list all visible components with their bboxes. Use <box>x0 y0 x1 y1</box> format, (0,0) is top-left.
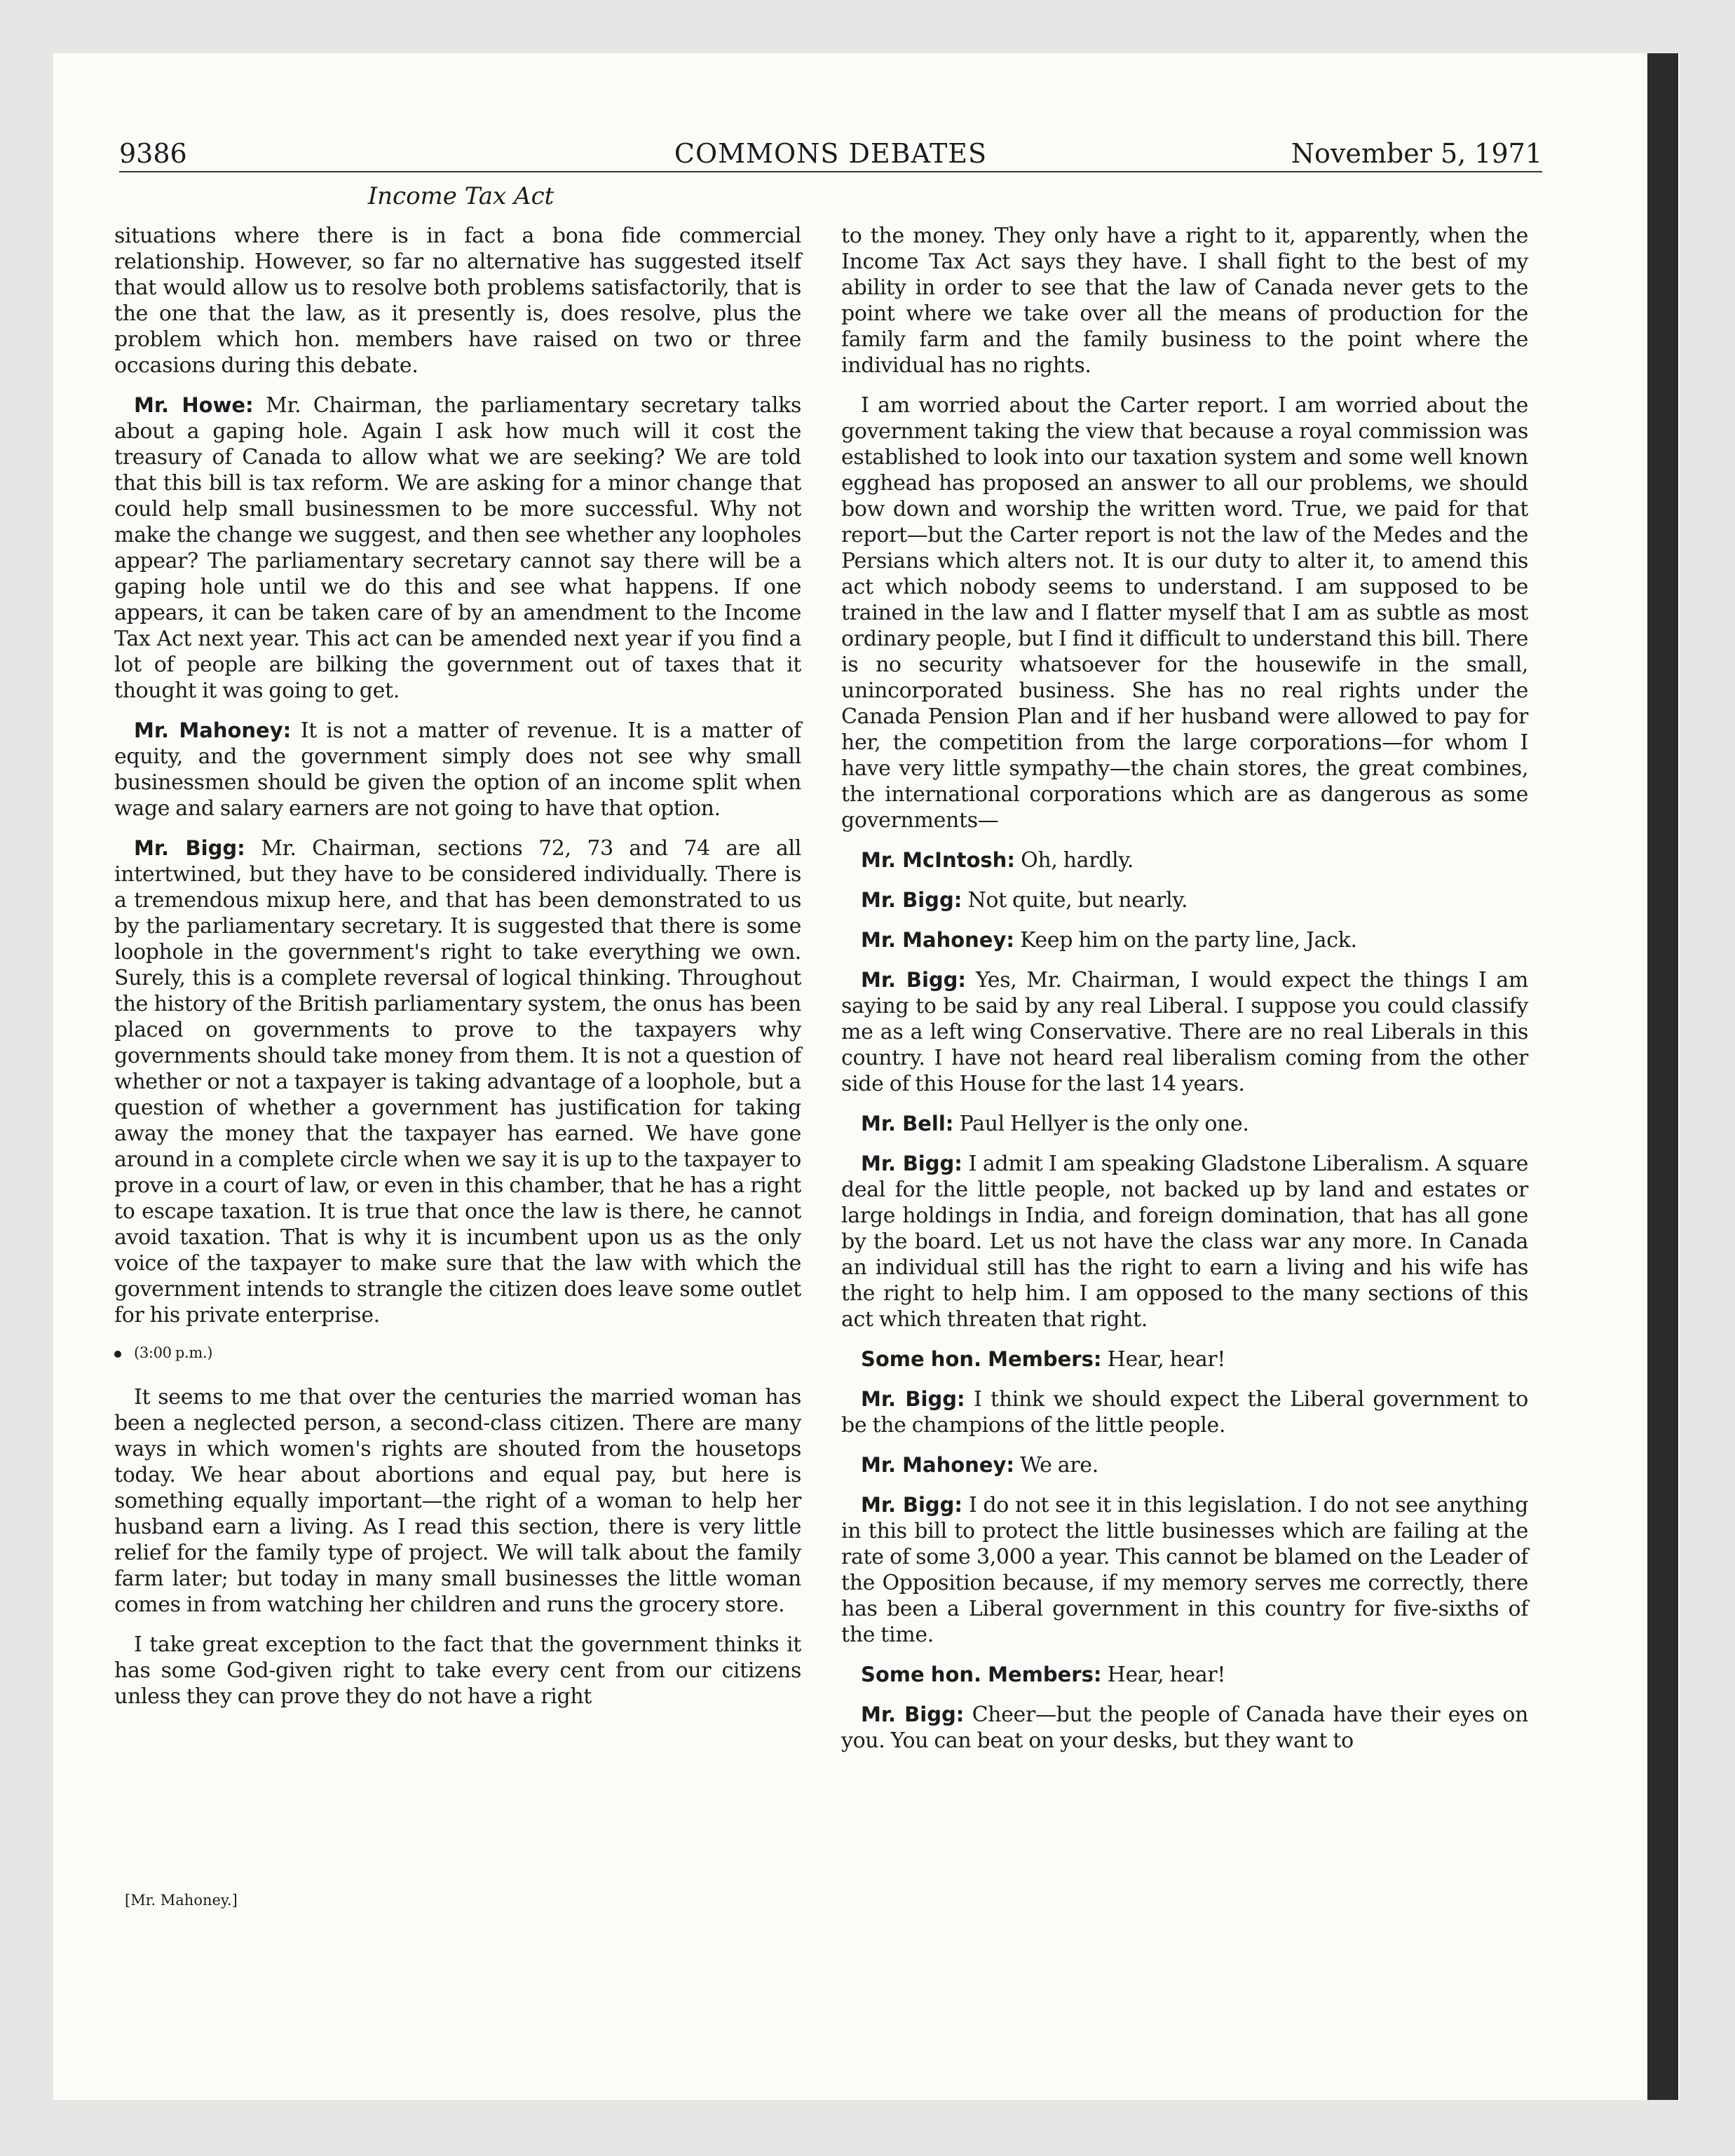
paragraph <box>841 1386 1528 1438</box>
time-marker <box>114 1342 801 1363</box>
footnote: [Mr. Mahoney.] <box>125 1892 238 1909</box>
speaker-name: Mr. Mahoney: <box>861 928 1014 952</box>
paragraph <box>114 393 801 704</box>
time-marker-text: (3:00 p.m.) <box>134 1344 213 1361</box>
speech-text: I admit I am speaking Gladstone Liberalism. A square deal for the little people, not backed up by land and estates or large holdings in India, and foreign domination, that has all gone by the board. Let us not have the class war any more. In Canada an individual still has the right to earn a living and his wife has the right to help him. I am opposed to the many sections of this act which threaten that right. <box>841 1152 1528 1332</box>
speaker-name: Mr. Bigg: <box>861 1387 965 1411</box>
speech-text: Hear, hear! <box>1101 1663 1226 1687</box>
paragraph <box>841 1662 1528 1688</box>
speech-text: It is not a matter of revenue. It is a matter of equity, and the government simply does not see why small businessmen should be given the option of an income split when wage and salary earners are not going to have that option. <box>114 718 801 821</box>
paragraph: situations where there is in fact a bona fide commercial relationship. However, so far no alternative has suggested itself that would allow us to resolve both problems satisfactorily, that is the one that the law, as it presently is, does resolve, plus the problem which hon. members have raised on two or three occasions during this debate. <box>114 224 801 378</box>
paragraph: I am worried about the Carter report. I am worried about the government taking the view that because a royal commission was established to look into our taxation system and some well known egghead has proposed an answer to all our problems, we should bow down and worship the written word. True, we paid for that report—but the Carter report is not the law of the Medes and the Persians which alters not. It is our duty to alter it, to amend this act which nobody seems to understand. I am supposed to be trained in the law and I flatter myself that I am as subtle as most ordinary people, but I find it difficult to understand this bill. There is no security whatsoever for the housewife in the small, unincorporated business. She has no real rights under the Canada Pension Plan and if her husband were allowed to pay for her, the competition from the large corporations—for whom I have very little sympathy—the chain stores, the great combines, the international corporations which are as dangerous as some governments— <box>841 393 1528 833</box>
speaker-name: Mr. Bigg: <box>134 836 245 860</box>
page-header <box>119 137 1542 172</box>
speaker-name: Mr. Bigg: <box>861 968 967 992</box>
speech-text: I think we should expect the Liberal government to be the champions of the little people. <box>841 1387 1528 1438</box>
speech-text: Yes, Mr. Chairman, I would expect the things I am saying to be said by any real Liberal. I suppose you could classify me as a left wing Conservative. There are no real Liberals in this country. I have not heard real liberalism coming from the other side of this House for the last 14 years. <box>841 968 1528 1096</box>
scan-edge-bar <box>1647 53 1678 2100</box>
paragraph: to the money. They only have a right to it, apparently, when the Income Tax Act says they have. I shall fight to the best of my ability in order to see that the law of Canada never gets to the point where we take over all the means of production for the family farm and the family business to the point where the individual has no rights. <box>841 224 1528 378</box>
publication-date: November 5, 1971 <box>1291 138 1542 169</box>
speaker-name: Mr. Howe: <box>134 393 254 417</box>
speech-text: Cheer—but the people of Canada have their eyes on you. You can beat on your desks, but they want to <box>841 1703 1528 1753</box>
speaker-name: Mr. Bigg: <box>861 1152 962 1175</box>
paragraph <box>841 847 1528 873</box>
paragraph <box>841 1452 1528 1478</box>
paragraph <box>841 967 1528 1097</box>
paragraph: I take great exception to the fact that the government thinks it has some God-given right to take every cent from our citizens unless they can prove they do not have a right <box>114 1632 801 1709</box>
paragraph <box>114 718 801 821</box>
speaker-name: Some hon. Members: <box>861 1663 1102 1686</box>
speech-text: Mr. Chairman, sections 72, 73 and 74 are all intertwined, but they have to be considered individually. There is a tremendous mixup here, and that has been demonstrated to us by the parliamentary secretary. It is suggested that there is some loophole in the government's right to take everything we own. Surely, this is a complete reversal of logical thinking. Throughout the history of the British parliamentary system, the onus has been placed on governments to prove to the taxpayers why governments should take money from them. It is not a question of whether or not a taxpayer is taking advantage of a loophole, but a question of whether a government has justification for taking away the money that the taxpayer has earned. We have gone around in a complete circle when we say it is up to the taxpayer to prove in a court of law, or even in this chamber, that he has a right to escape taxation. It is true that once the law is there, he cannot avoid taxation. That is why it is incumbent upon us as the only voice of the taxpayer to make sure that the law with which the government intends to strangle the citizen does leave some outlet for his private enterprise. <box>114 836 801 1328</box>
page-number: 9386 <box>119 138 187 169</box>
left-column <box>114 223 801 1715</box>
speech-text: Hear, hear! <box>1101 1347 1226 1372</box>
speaker-name: Some hon. Members: <box>861 1347 1102 1371</box>
speech-text: Mr. Chairman, the parliamentary secretary talks about a gaping hole. Again I ask how much will it cost the treasury of Canada to allow what we are seeking? We are told that this bill is tax reform. We are asking for a minor change that could help small businessmen to be more successful. Why not make the change we suggest, and then see whether any loopholes appear? The parliamentary secretary cannot say there will be a gaping hole until we do this and see what happens. If one appears, it can be taken care of by an amendment to the Income Tax Act next year. This act can be amended next year if you find a lot of people are bilking the government out of taxes that it thought it was going to get. <box>114 393 802 703</box>
section-subhead: Income Tax Act <box>367 182 554 210</box>
paragraph <box>841 1151 1528 1332</box>
speaker-name: Mr. Bigg: <box>861 888 962 912</box>
speech-text: Keep him on the party line, Jack. <box>1014 928 1357 953</box>
speaker-name: Mr. Mahoney: <box>134 718 292 742</box>
paragraph <box>114 835 801 1328</box>
paragraph <box>841 1702 1528 1754</box>
paragraph <box>841 1492 1528 1648</box>
speaker-name: Mr. Bigg: <box>861 1703 965 1726</box>
paragraph: It seems to me that over the centuries the married woman has been a neglected person, a second-class citizen. There are many ways in which women's rights are shouted from the housetops today. We hear about abortions and equal pay, but here is something equally important—the right of a woman to help her husband earn a living. As I read this section, there is very little relief for the family type of project. We will talk about the family farm later; but today in many small businesses the little woman comes in from watching her children and runs the grocery store. <box>114 1385 801 1617</box>
speaker-name: Mr. Bell: <box>861 1112 954 1135</box>
speech-text: Oh, hardly. <box>1014 848 1134 873</box>
publication-title: COMMONS DEBATES <box>674 138 988 169</box>
right-column <box>841 223 1528 1768</box>
speaker-name: Mr. McIntosh: <box>861 848 1015 872</box>
bullet-icon <box>114 1351 121 1358</box>
paragraph <box>841 1111 1528 1137</box>
speaker-name: Mr. Bigg: <box>861 1493 963 1517</box>
speaker-name: Mr. Mahoney: <box>861 1453 1014 1477</box>
speech-text: I do not see it in this legislation. I do not see anything in this bill to protect the little businesses which are failing at the rate of some 3,000 a year. This cannot be blamed on the Leader of the Opposition because, if my memory serves me correctly, there has been a Liberal government in this country for five-sixths of the time. <box>841 1493 1528 1647</box>
speech-text: Not quite, but nearly. <box>962 888 1188 913</box>
paragraph <box>841 1346 1528 1372</box>
paragraph <box>841 927 1528 953</box>
paragraph <box>841 887 1528 913</box>
speech-text: We are. <box>1014 1453 1098 1478</box>
speech-text: Paul Hellyer is the only one. <box>953 1112 1249 1136</box>
